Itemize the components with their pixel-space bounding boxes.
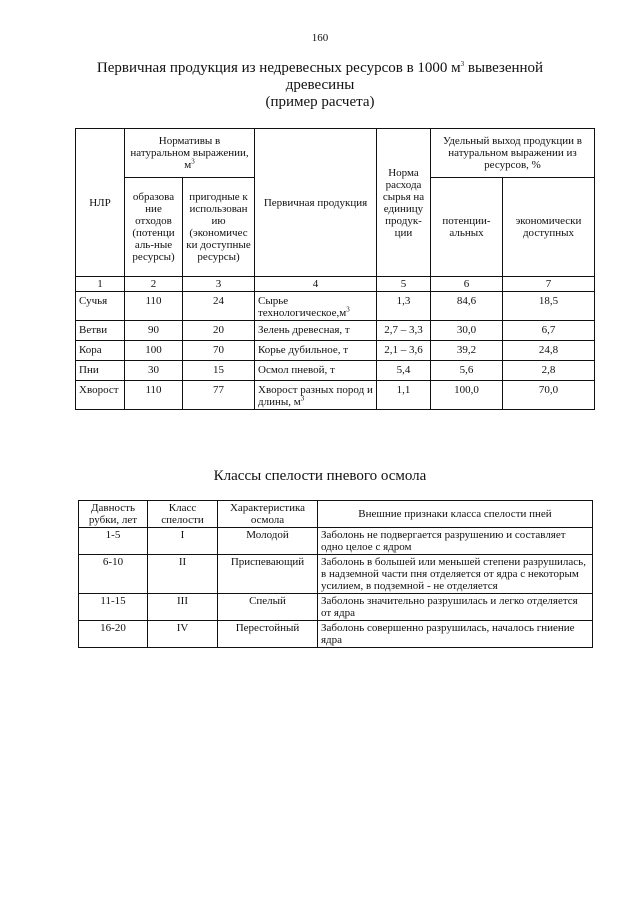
table-row bbox=[79, 594, 593, 621]
cell-product: Корье дубильное, т bbox=[255, 341, 377, 361]
cell-economic: 24,8 bbox=[503, 341, 595, 361]
cell-age: 6-10 bbox=[79, 555, 148, 594]
cell-formed: 30 bbox=[125, 361, 183, 381]
table1-column-numbers bbox=[76, 277, 595, 292]
header-age: Давность рубки, лет bbox=[79, 501, 148, 528]
header-potential: потенции-альных bbox=[431, 178, 503, 277]
table-row bbox=[79, 555, 593, 594]
cell-class: II bbox=[148, 555, 218, 594]
cell-norm: 1,1 bbox=[377, 381, 431, 410]
primary-production-table bbox=[75, 128, 595, 410]
cell-char: Перестойный bbox=[218, 621, 318, 648]
table1-title-line1: Первичная продукция из недревесных ресурсов в 1000 м bbox=[96, 60, 461, 76]
table2-header-row bbox=[79, 501, 593, 528]
table-row bbox=[76, 321, 595, 341]
header-norms bbox=[125, 129, 255, 178]
cell-formed: 110 bbox=[125, 381, 183, 410]
header-norms-text: Нормативы в натуральном выражении, м bbox=[130, 135, 249, 171]
cell-class: I bbox=[148, 528, 218, 555]
cell-economic: 70,0 bbox=[503, 381, 595, 410]
header-yield: Удельный выход продукции в натуральном выражении из ресурсов, % bbox=[431, 129, 595, 178]
cell-nlr: Ветви bbox=[76, 321, 125, 341]
cell-age: 11-15 bbox=[79, 594, 148, 621]
cell-signs: Заболонь значительно разрушилась и легко отделяется от ядра bbox=[318, 594, 593, 621]
col-number: 2 bbox=[125, 277, 183, 292]
header-product: Первичная продукция bbox=[255, 129, 377, 277]
cell-class: IV bbox=[148, 621, 218, 648]
cell-potential: 5,6 bbox=[431, 361, 503, 381]
table1-title-line1-tail: вывезенной bbox=[464, 60, 544, 76]
table-row bbox=[76, 341, 595, 361]
col-number: 5 bbox=[377, 277, 431, 292]
cell-suitable: 20 bbox=[183, 321, 255, 341]
col-number: 7 bbox=[503, 277, 595, 292]
cell-class: III bbox=[148, 594, 218, 621]
cell-potential: 84,6 bbox=[431, 292, 503, 321]
header-class: Класс спелости bbox=[148, 501, 218, 528]
table1-title-line2: древесины bbox=[285, 77, 355, 93]
table1-title-line3: (пример расчета) bbox=[265, 94, 375, 110]
header-char: Характеристика осмола bbox=[218, 501, 318, 528]
cell-char: Молодой bbox=[218, 528, 318, 555]
cell-nlr: Хворост bbox=[76, 381, 125, 410]
header-formed: образова ние отходов (потенци аль-ные ресурсы) bbox=[125, 178, 183, 277]
cell-char: Спелый bbox=[218, 594, 318, 621]
cell-product: Зелень древесная, т bbox=[255, 321, 377, 341]
cell-product-text: Хворост разных пород и длины, м bbox=[258, 384, 373, 408]
cell-potential: 30,0 bbox=[431, 321, 503, 341]
cell-economic: 6,7 bbox=[503, 321, 595, 341]
cell-formed: 100 bbox=[125, 341, 183, 361]
cell-product bbox=[255, 381, 377, 410]
cell-formed: 110 bbox=[125, 292, 183, 321]
header-nlr: НЛР bbox=[76, 129, 125, 277]
cell-product-sup: 3 bbox=[346, 305, 350, 314]
cell-norm: 1,3 bbox=[377, 292, 431, 321]
cell-signs: Заболонь не подвергается разрушению и составляет одно целое с ядром bbox=[318, 528, 593, 555]
cell-char: Приспевающий bbox=[218, 555, 318, 594]
cell-norm: 2,1 – 3,6 bbox=[377, 341, 431, 361]
table-row bbox=[76, 361, 595, 381]
cell-suitable: 70 bbox=[183, 341, 255, 361]
cell-suitable: 77 bbox=[183, 381, 255, 410]
col-number: 4 bbox=[255, 277, 377, 292]
header-signs: Внешние признаки класса спелости пней bbox=[318, 501, 593, 528]
page-number: 160 bbox=[311, 32, 329, 44]
cell-potential: 39,2 bbox=[431, 341, 503, 361]
cell-formed: 90 bbox=[125, 321, 183, 341]
col-number: 6 bbox=[431, 277, 503, 292]
cell-norm: 5,4 bbox=[377, 361, 431, 381]
cell-product bbox=[255, 292, 377, 321]
table2-title: Классы спелости пневого осмола bbox=[213, 468, 427, 484]
col-number: 3 bbox=[183, 277, 255, 292]
table-row bbox=[79, 621, 593, 648]
cell-suitable: 24 bbox=[183, 292, 255, 321]
cell-product: Осмол пневой, т bbox=[255, 361, 377, 381]
cell-potential: 100,0 bbox=[431, 381, 503, 410]
header-suitable: пригодные к использован ию (экономичес ки доступные ресурсы) bbox=[183, 178, 255, 277]
cell-product-text: Сырье технологическое,м bbox=[258, 295, 347, 319]
ripeness-classes-table bbox=[78, 500, 593, 648]
cell-signs: Заболонь в большей или меньшей степени разрушилась, в надземной части пня отделяется от ядра с некоторым усилием, в подземной - не отделяется bbox=[318, 555, 593, 594]
table1-header-row1 bbox=[76, 129, 595, 178]
cell-norm: 2,7 – 3,3 bbox=[377, 321, 431, 341]
cell-suitable: 15 bbox=[183, 361, 255, 381]
cell-nlr: Пни bbox=[76, 361, 125, 381]
col-number: 1 bbox=[76, 277, 125, 292]
cell-economic: 2,8 bbox=[503, 361, 595, 381]
cell-signs: Заболонь совершенно разрушилась, началось гниение ядра bbox=[318, 621, 593, 648]
title-superscript: 3 bbox=[460, 60, 465, 68]
header-norm-rate: Норма расхода сырья на единицу продук-ции bbox=[377, 129, 431, 277]
cell-economic: 18,5 bbox=[503, 292, 595, 321]
header-economic: экономически доступных bbox=[503, 178, 595, 277]
header-norms-sup: 3 bbox=[191, 157, 195, 166]
cell-nlr: Кора bbox=[76, 341, 125, 361]
cell-age: 16-20 bbox=[79, 621, 148, 648]
cell-product-sup: 3 bbox=[300, 394, 305, 403]
table-row bbox=[76, 381, 595, 410]
cell-nlr: Сучья bbox=[76, 292, 125, 321]
table-row bbox=[79, 528, 593, 555]
cell-age: 1-5 bbox=[79, 528, 148, 555]
table1-title bbox=[60, 60, 580, 111]
table-row bbox=[76, 292, 595, 321]
